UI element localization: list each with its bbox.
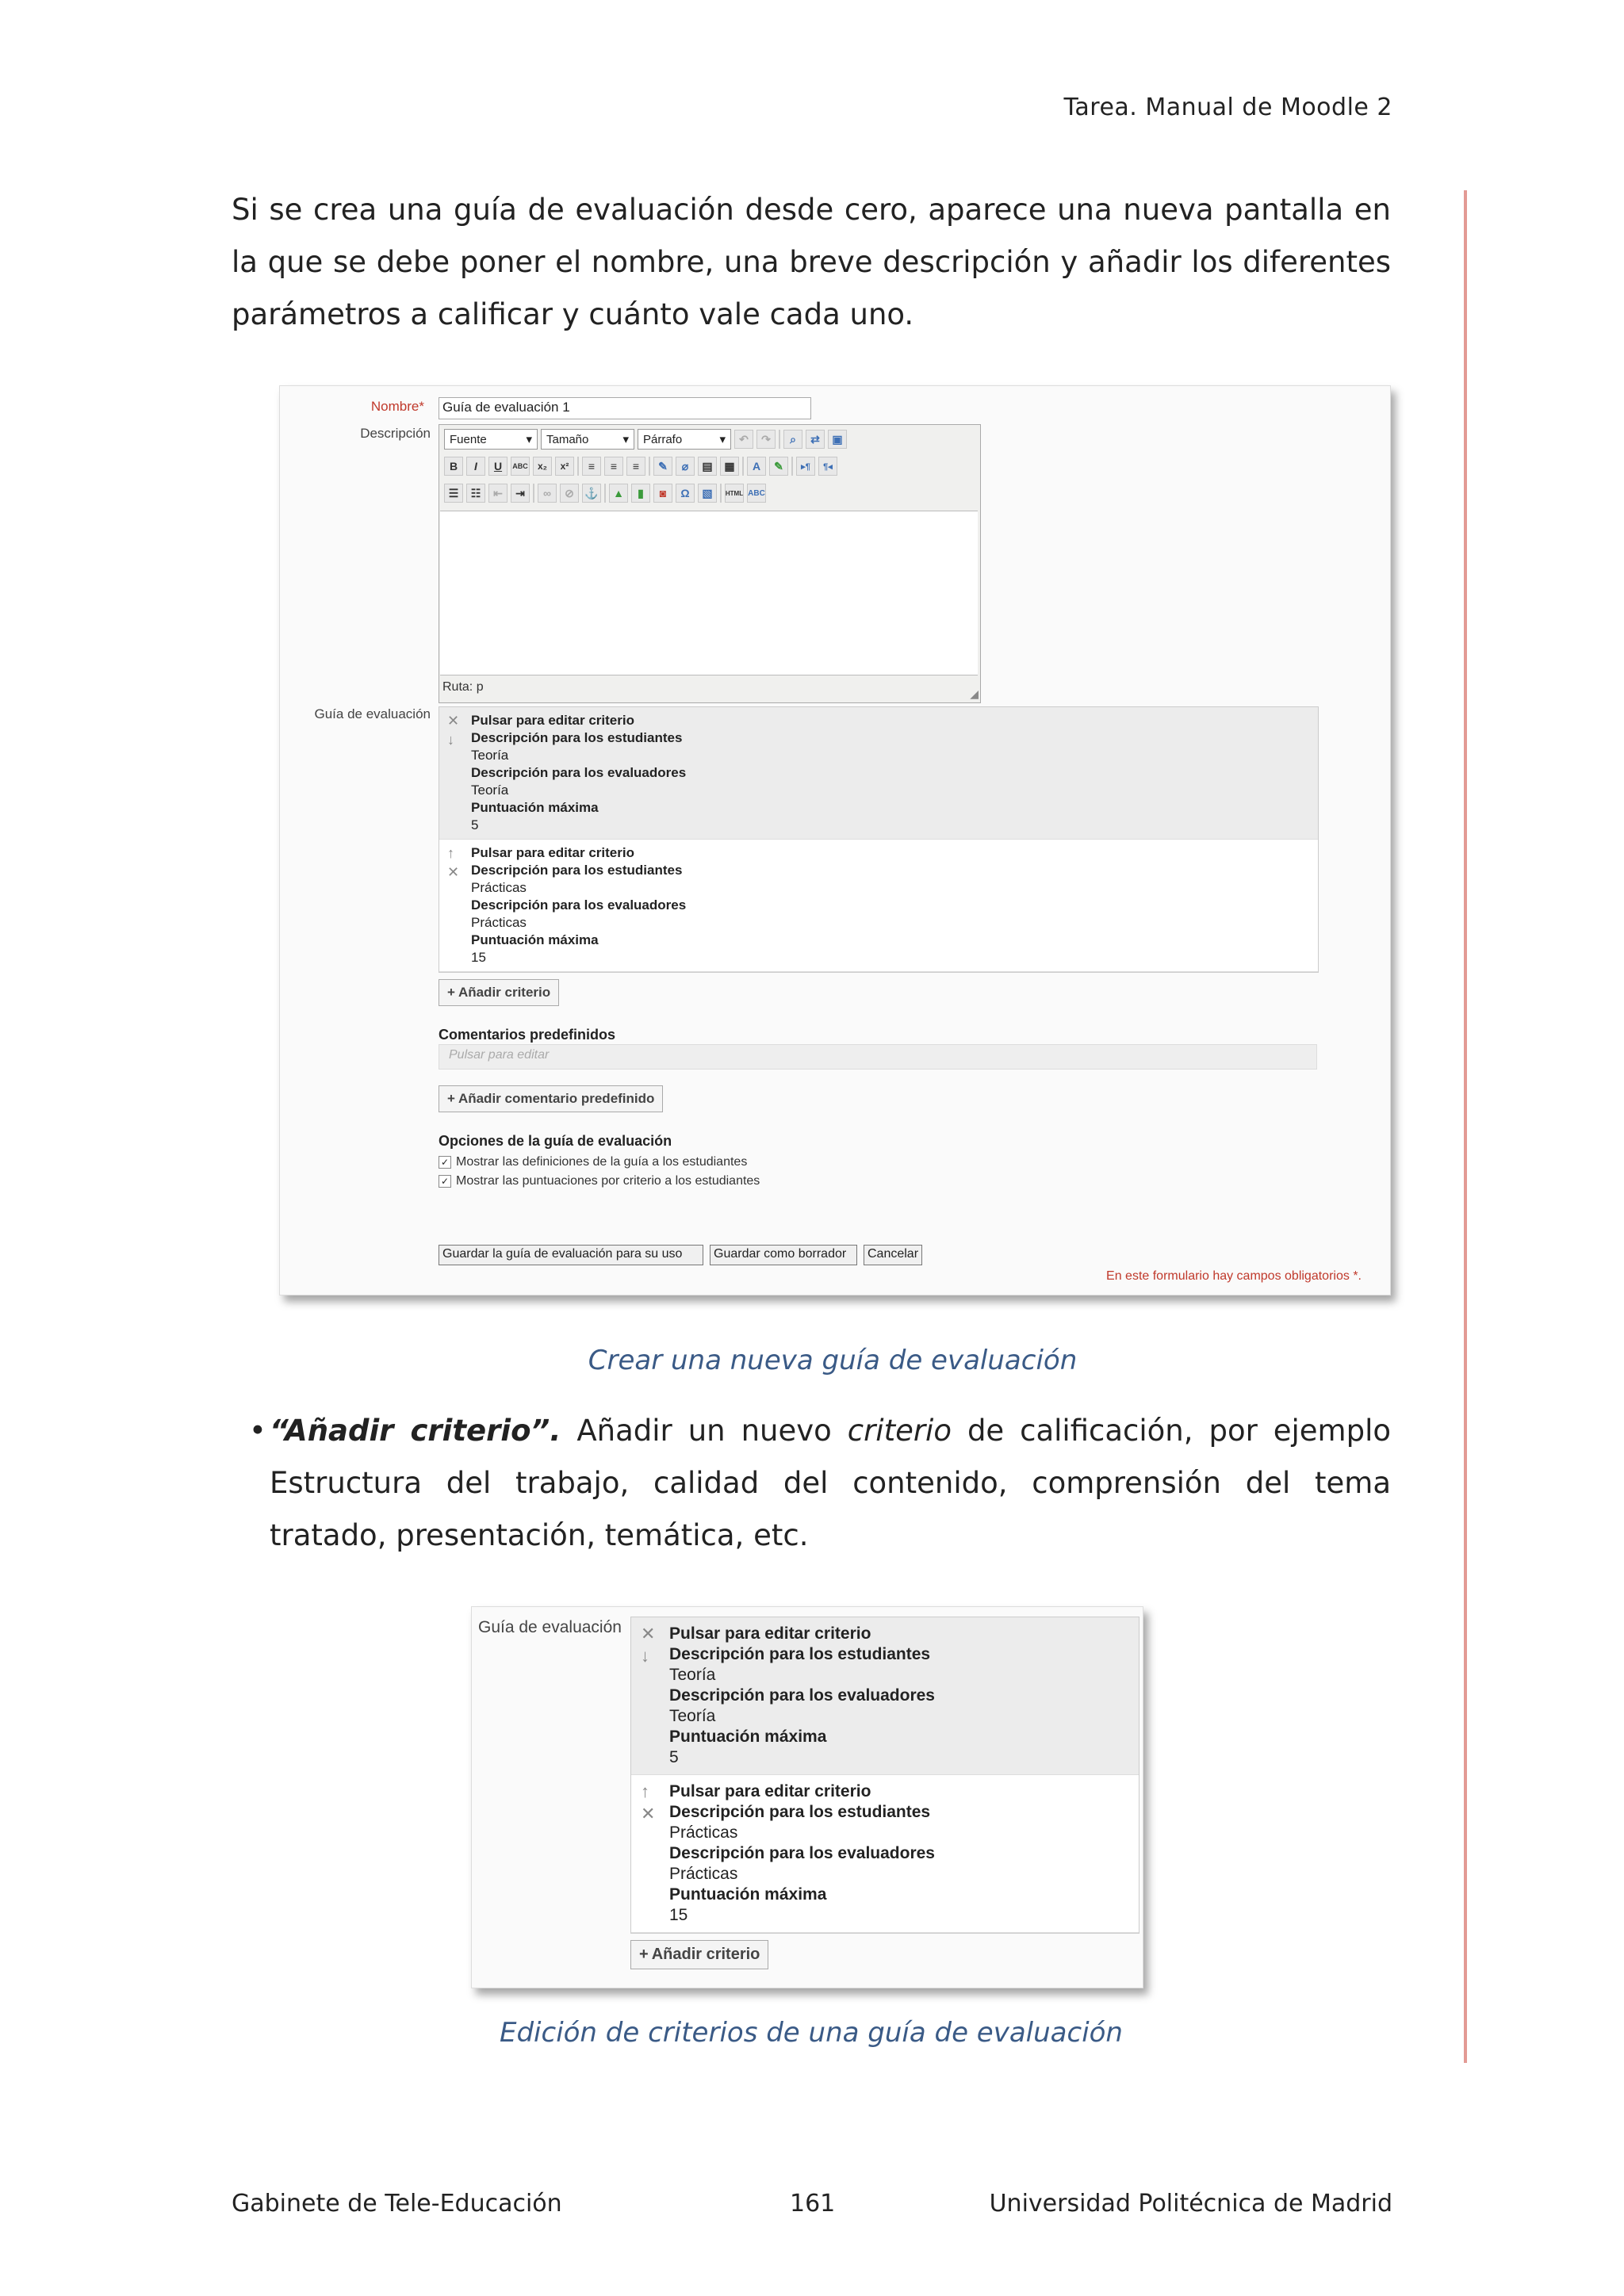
name-label: Nombre* bbox=[370, 399, 424, 414]
link-icon[interactable]: ∞ bbox=[538, 484, 557, 503]
add-comment-button[interactable]: + Añadir comentario predefinido bbox=[439, 1085, 663, 1112]
move-up-icon[interactable]: ↑ bbox=[641, 1781, 649, 1801]
bold-icon[interactable]: B bbox=[444, 457, 463, 476]
plus-icon: + bbox=[447, 1091, 455, 1106]
save-guide-button[interactable]: Guardar la guía de evaluación para su uso bbox=[439, 1245, 703, 1265]
editor-toolbar-row-2 bbox=[444, 455, 837, 477]
anchor-icon[interactable]: ⚓ bbox=[582, 484, 601, 503]
criteria-list bbox=[439, 706, 1319, 973]
editor-toolbar-row-3 bbox=[444, 482, 766, 504]
special-char-icon[interactable]: Ω bbox=[676, 484, 695, 503]
strikethrough-icon[interactable]: ABC bbox=[511, 457, 530, 476]
footer-right: Universidad Politécnica de Madrid bbox=[989, 2190, 1392, 2218]
font-select[interactable]: Fuente ▾ bbox=[444, 429, 538, 450]
unformat-icon[interactable]: ⌀ bbox=[676, 457, 695, 476]
figure1-caption: Crear una nueva guía de evaluación bbox=[588, 1345, 1078, 1376]
html-icon[interactable]: HTML bbox=[725, 484, 744, 503]
numbered-list-icon[interactable]: ☷ bbox=[466, 484, 485, 503]
options-heading: Opciones de la guía de evaluación bbox=[439, 1133, 672, 1149]
criterion-item[interactable]: ✕ ↓ Pulsar para editar criterio Descripción para los estudiantes Teoría Descripción para los evaluadores Teoría Puntuación máxima 5 bbox=[439, 707, 1318, 840]
criterion-item[interactable]: ↑ ✕ Pulsar para editar criterio Descripción para los estudiantes Prácticas Descripción para los evaluadores Prácticas Puntuación máxima 15 bbox=[439, 840, 1318, 972]
bullet-add-criterion: • “Añadir criterio”. Añadir un nuevo criterio de calificación, por ejemplo Estructura del trabajo, calidad del contenido, comprensión del tema tratado, presentación, temática, etc. bbox=[232, 1405, 1391, 1562]
align-right-icon[interactable]: ≡ bbox=[626, 457, 645, 476]
editor-content-area[interactable] bbox=[440, 511, 978, 675]
align-center-icon[interactable]: ≡ bbox=[604, 457, 623, 476]
description-label: Descripción bbox=[360, 426, 431, 441]
predefined-comments-heading: Comentarios predefinidos bbox=[439, 1027, 616, 1043]
size-select[interactable]: Tamaño ▾ bbox=[541, 429, 634, 450]
editor-path: Ruta: p bbox=[442, 680, 484, 694]
save-draft-button[interactable]: Guardar como borrador bbox=[710, 1245, 857, 1265]
indent-icon[interactable]: ⇥ bbox=[511, 484, 530, 503]
clean-icon[interactable]: ✎ bbox=[653, 457, 672, 476]
running-header: Tarea. Manual de Moodle 2 bbox=[1063, 94, 1392, 121]
rich-text-editor bbox=[439, 424, 981, 703]
paste-text-icon[interactable]: ▤ bbox=[698, 457, 717, 476]
redo-icon[interactable]: ↷ bbox=[756, 430, 776, 449]
move-down-icon[interactable]: ↓ bbox=[641, 1646, 649, 1666]
text-color-icon[interactable]: A bbox=[747, 457, 766, 476]
ltr-icon[interactable]: ▸¶ bbox=[796, 457, 815, 476]
delete-icon[interactable]: ✕ bbox=[641, 1804, 656, 1823]
subscript-icon[interactable]: x₂ bbox=[533, 457, 552, 476]
criterion-item[interactable]: ✕ ↓ Pulsar para editar criterio Descripción para los estudiantes Teoría Descripción para los evaluadores Teoría Puntuación máxima 5 bbox=[631, 1617, 1139, 1775]
bullet-list-icon[interactable]: ☰ bbox=[444, 484, 463, 503]
criterion-item[interactable]: ↑ ✕ Pulsar para editar criterio Descripción para los estudiantes Prácticas Descripción para los evaluadores Prácticas Puntuación máxima 15 bbox=[631, 1775, 1139, 1933]
add-criterion-button[interactable]: + Añadir criterio bbox=[630, 1940, 768, 1969]
plus-icon: + bbox=[639, 1946, 649, 1963]
resize-handle-icon[interactable]: ◢ bbox=[970, 687, 979, 700]
image-icon[interactable]: ▲ bbox=[609, 484, 628, 503]
option-show-definitions[interactable]: ✓ Mostrar las definiciones de la guía a los estudiantes bbox=[439, 1155, 747, 1169]
spellcheck-icon[interactable]: ABC bbox=[747, 484, 766, 503]
align-left-icon[interactable]: ≡ bbox=[582, 457, 601, 476]
footer-left: Gabinete de Tele-Educación bbox=[232, 2190, 562, 2218]
replace-icon[interactable]: ⇄ bbox=[806, 430, 825, 449]
move-down-icon[interactable]: ↓ bbox=[447, 732, 454, 748]
guide-label: Guía de evaluación bbox=[478, 1618, 622, 1636]
background-color-icon[interactable]: ✎ bbox=[769, 457, 788, 476]
table-edit-icon[interactable]: ▧ bbox=[698, 484, 717, 503]
figure-edit-criteria-screenshot bbox=[471, 1606, 1143, 1988]
italic-icon[interactable]: I bbox=[466, 457, 485, 476]
margin-rule bbox=[1464, 190, 1467, 2063]
checkbox-checked[interactable]: ✓ bbox=[439, 1156, 451, 1169]
outdent-icon[interactable]: ⇤ bbox=[488, 484, 508, 503]
checkbox-checked[interactable]: ✓ bbox=[439, 1175, 451, 1188]
delete-icon[interactable]: ✕ bbox=[447, 864, 460, 880]
unlink-icon[interactable]: ⊘ bbox=[560, 484, 579, 503]
name-input[interactable]: Guía de evaluación 1 bbox=[439, 397, 811, 419]
fullscreen-icon[interactable]: ▣ bbox=[828, 430, 847, 449]
media-icon[interactable]: ▮ bbox=[631, 484, 650, 503]
predefined-comment-field[interactable]: Pulsar para editar bbox=[439, 1044, 1317, 1070]
superscript-icon[interactable]: x² bbox=[555, 457, 574, 476]
bullet-dot-icon: • bbox=[249, 1414, 266, 1448]
figure2-caption: Edición de criterios de una guía de evaluación bbox=[499, 2017, 1123, 2049]
guide-label: Guía de evaluación bbox=[314, 706, 431, 721]
move-up-icon[interactable]: ↑ bbox=[447, 845, 454, 861]
option-show-scores[interactable]: ✓ Mostrar las puntuaciones por criterio a los estudiantes bbox=[439, 1174, 760, 1188]
moodle-media-icon[interactable]: ◙ bbox=[653, 484, 672, 503]
find-icon[interactable]: ⌕ bbox=[783, 430, 802, 449]
editor-toolbar-row-1 bbox=[444, 428, 847, 450]
intro-paragraph: Si se crea una guía de evaluación desde cero, aparece una nueva pantalla en la que se debe poner el nombre, una breve descripción y añadir los diferentes parámetros a calificar y cuánto vale cada uno. bbox=[232, 193, 1391, 331]
undo-icon[interactable]: ↶ bbox=[734, 430, 753, 449]
underline-icon[interactable]: U bbox=[488, 457, 508, 476]
delete-icon[interactable]: ✕ bbox=[447, 713, 460, 729]
figure-new-guide-screenshot bbox=[279, 385, 1391, 1295]
rtl-icon[interactable]: ¶◂ bbox=[818, 457, 837, 476]
plus-icon: + bbox=[447, 985, 455, 1000]
required-fields-note: En este formulario hay campos obligatorios *. bbox=[1106, 1269, 1362, 1283]
delete-icon[interactable]: ✕ bbox=[641, 1624, 656, 1644]
criteria-list bbox=[630, 1617, 1139, 1934]
paragraph-select[interactable]: Párrafo ▾ bbox=[638, 429, 731, 450]
add-criterion-button[interactable]: + Añadir criterio bbox=[439, 979, 559, 1006]
paste-word-icon[interactable]: ▦ bbox=[720, 457, 739, 476]
cancel-button[interactable]: Cancelar bbox=[864, 1245, 922, 1265]
page-number: 161 bbox=[790, 2190, 836, 2218]
